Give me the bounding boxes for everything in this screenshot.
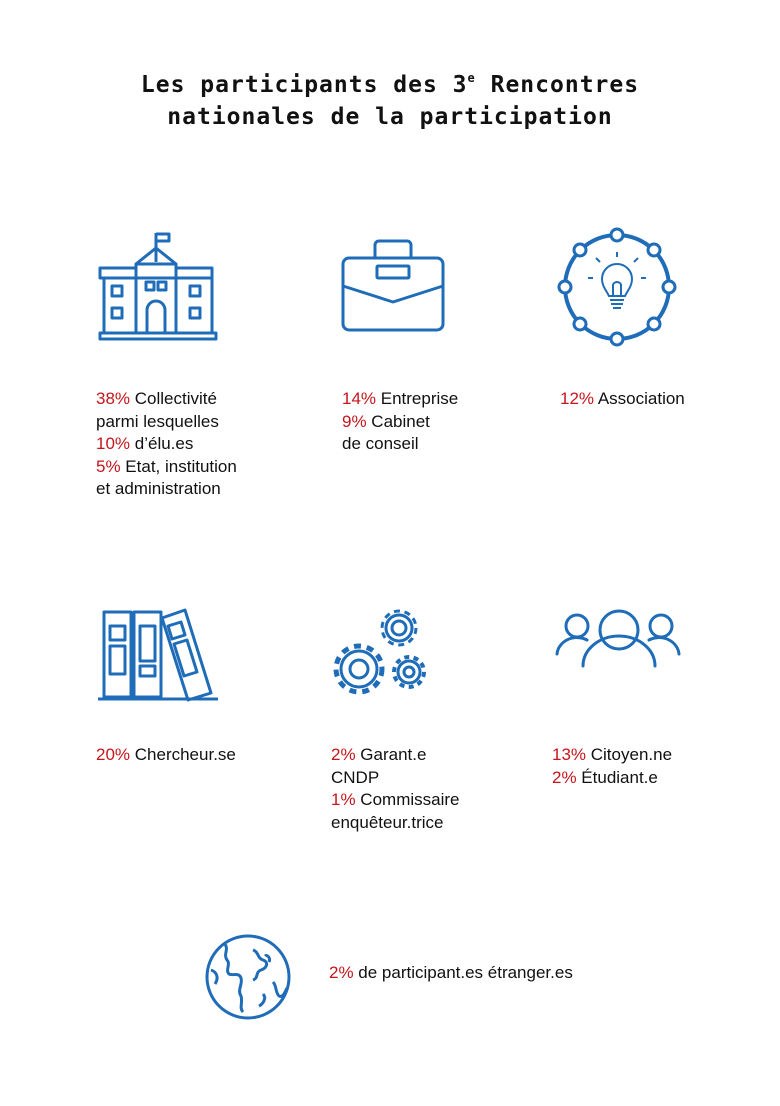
books-icon [98, 606, 218, 702]
collectivite-line-5: et administration [96, 479, 221, 498]
citoyen-line-1: 13% Citoyen.ne [552, 745, 673, 764]
etranger-line-1: 2% de participant.es étranger.es [329, 963, 573, 982]
chercheur-line-1: 20% Chercheur.se [96, 745, 236, 764]
briefcase-icon [339, 236, 447, 336]
percent-value: 5% [96, 456, 121, 476]
title-superscript: e [467, 71, 476, 85]
percent-value: 38% [96, 389, 131, 408]
garant-text [331, 744, 459, 834]
chercheur-text [96, 744, 236, 767]
globe-icon [203, 932, 293, 1022]
collectivite-line-1: 38% Collectivité [96, 389, 217, 408]
percent-value: 1% [331, 790, 356, 809]
percent-value: 2% [329, 963, 354, 982]
garant-line-2: CNDP [331, 767, 380, 787]
collectivite-text [96, 388, 237, 501]
entreprise-line-1: 14% Entreprise [342, 389, 459, 408]
entreprise-line-2: 9% Cabinet [342, 411, 430, 431]
percent-value: 14% [342, 389, 377, 408]
association-line-1: 12% Association [560, 389, 685, 408]
percent-value: 2% [552, 767, 577, 787]
percent-value: 13% [552, 745, 587, 764]
garant-line-4: enquêteur.trice [331, 812, 444, 832]
collectivite-line-4: 5% Etat, institution [96, 456, 237, 476]
percent-value: 20% [96, 745, 131, 764]
garant-line-1: 2% Garant.e [331, 745, 427, 764]
percent-value: 12% [560, 389, 595, 408]
network-idea-icon [556, 226, 678, 348]
citoyen-line-2: 2% Étudiant.e [552, 767, 658, 787]
garant-line-3: 1% Commissaire [331, 790, 460, 809]
town-hall-icon [96, 228, 220, 344]
collectivite-line-3: 10% d’élu.es [96, 434, 194, 453]
entreprise-line-3: de conseil [342, 434, 419, 453]
percent-value: 10% [96, 434, 131, 453]
page-title [0, 62, 780, 133]
percent-value: 2% [331, 745, 356, 764]
people-icon [553, 606, 683, 668]
title-line-2: nationales de la participation [167, 104, 613, 130]
percent-value: 9% [342, 411, 367, 431]
collectivite-line-2: parmi lesquelles [96, 411, 219, 431]
entreprise-text [342, 388, 458, 456]
citoyen-text [552, 744, 672, 789]
association-text [560, 388, 685, 411]
etranger-text [329, 962, 573, 985]
gears-icon [329, 602, 431, 702]
title-line-1: Les participants des 3e Rencontres [140, 71, 640, 98]
